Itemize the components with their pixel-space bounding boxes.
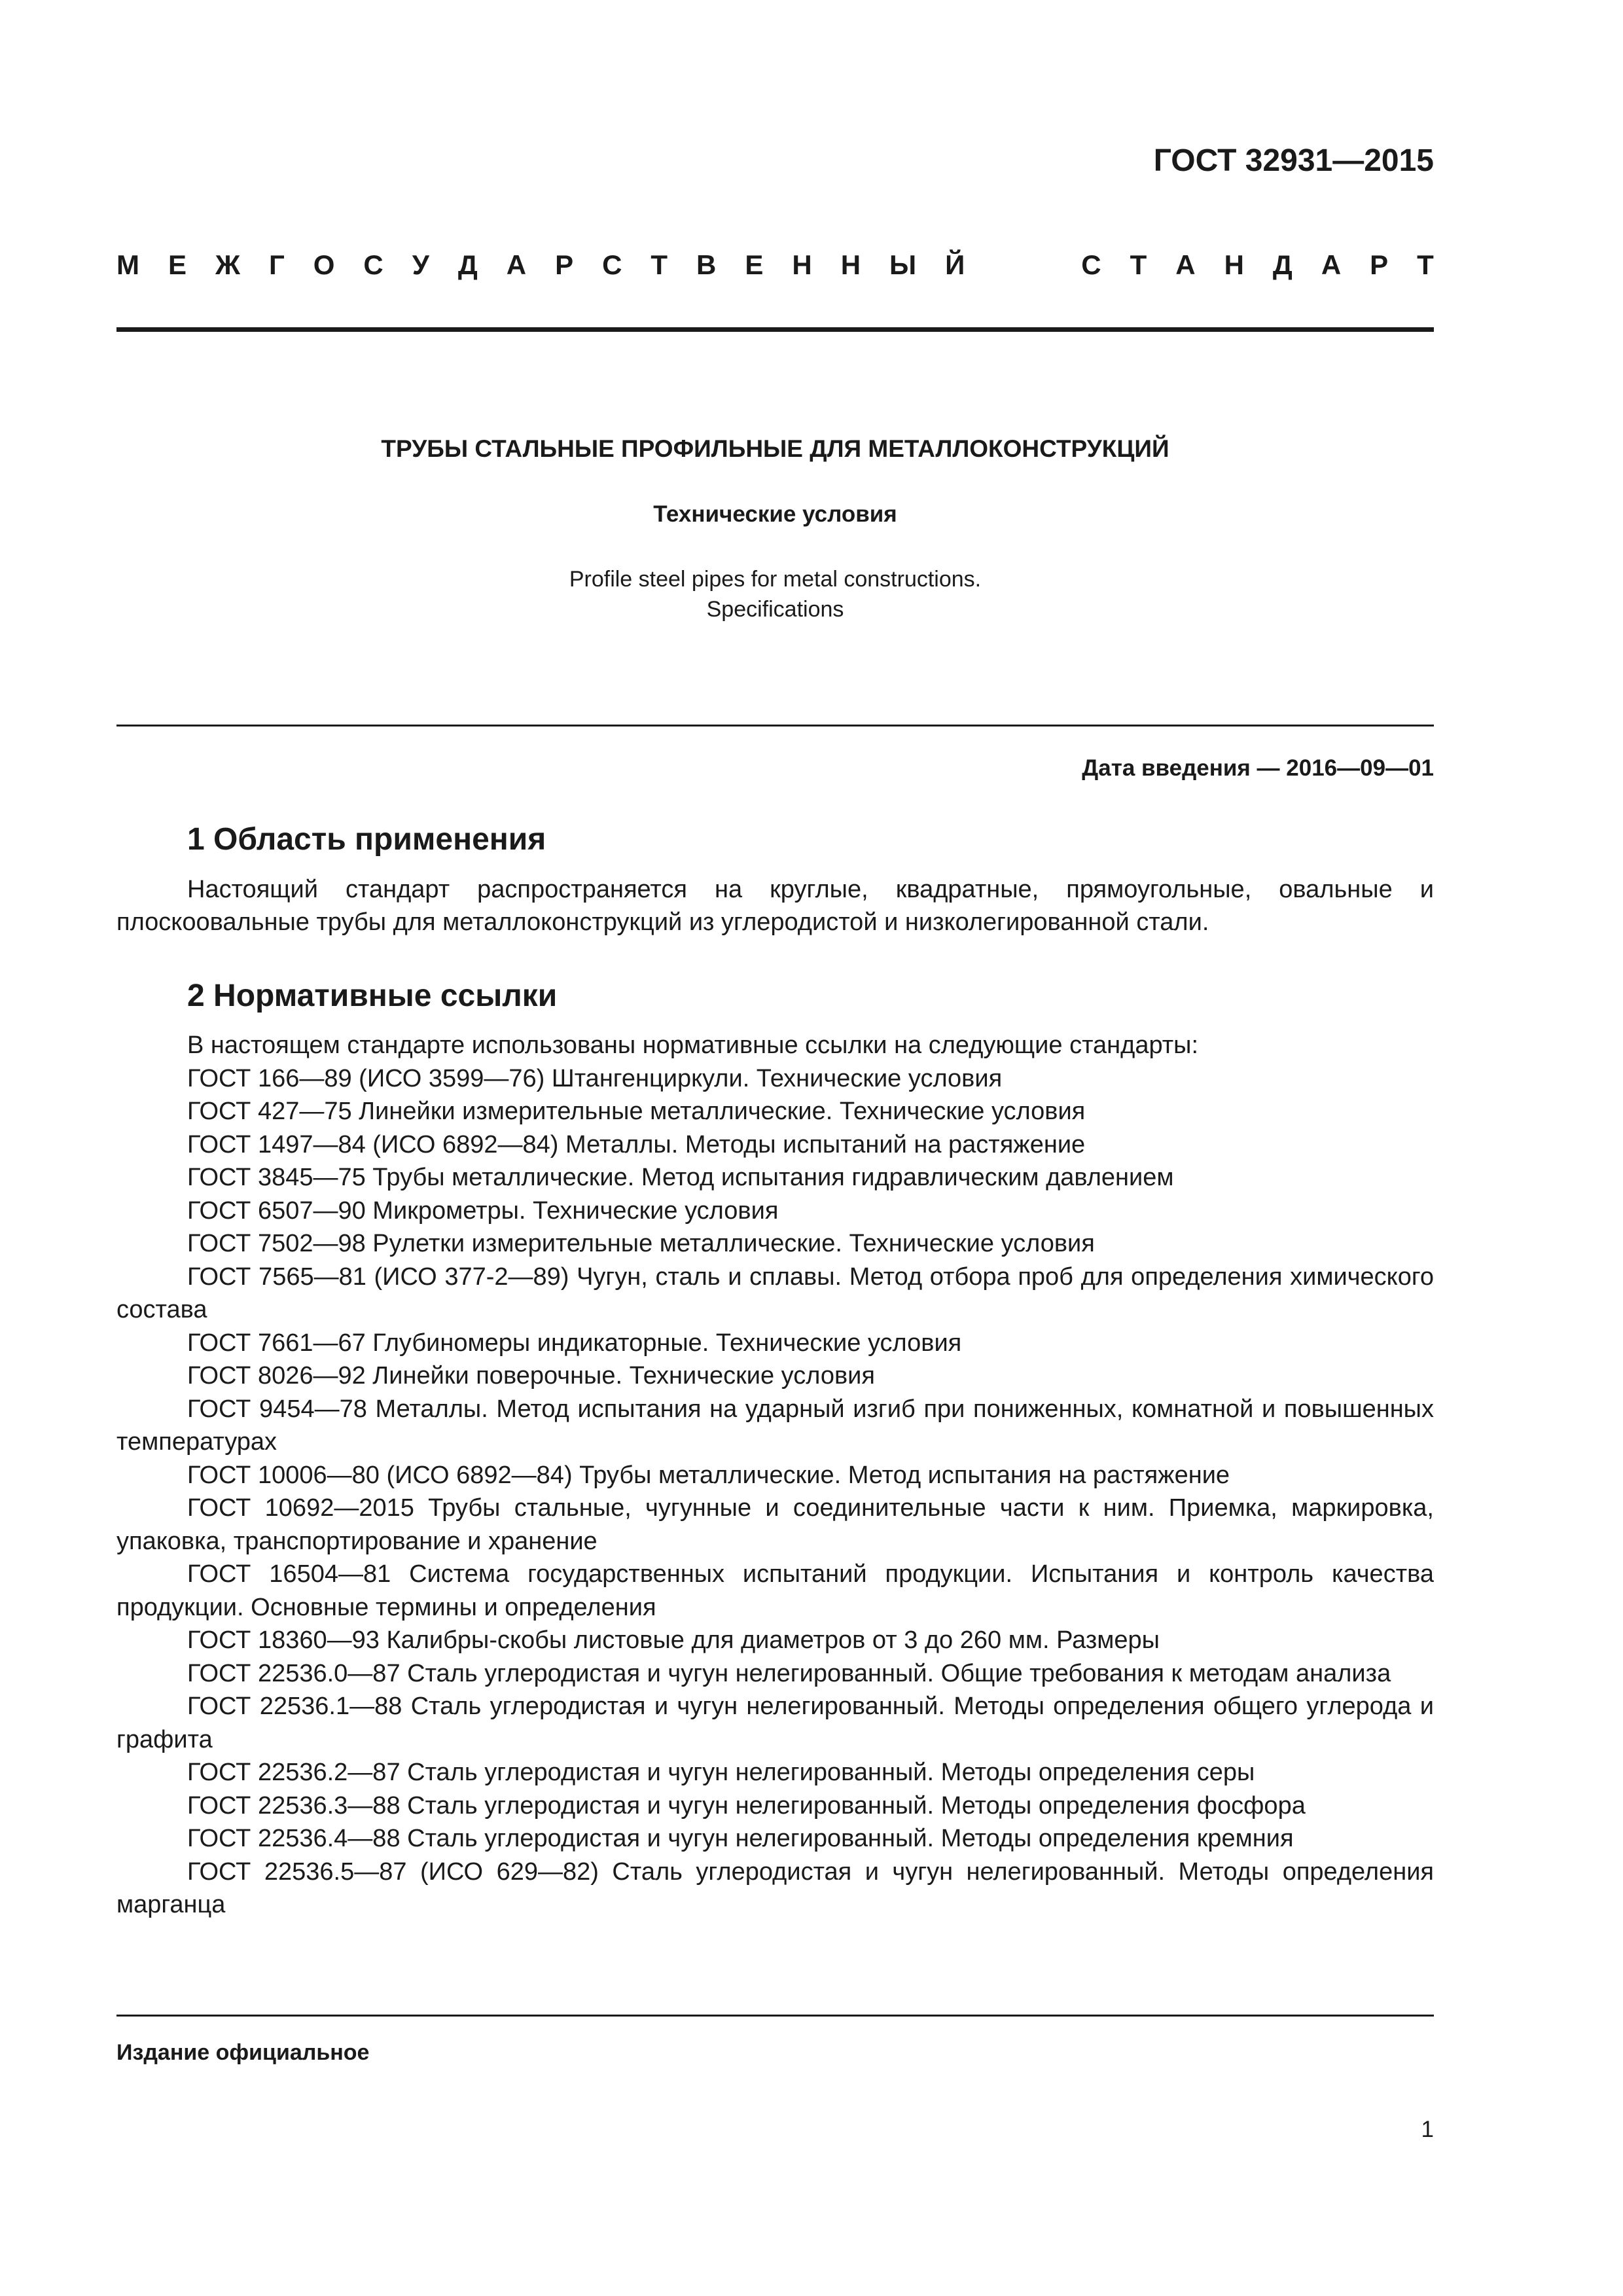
- reference-item: ГОСТ 427—75 Линейки измерительные металлические. Технические условия: [187, 1098, 1086, 1126]
- letter: Р: [1370, 249, 1389, 280]
- reference-item: ГОСТ 7565—81 (ИСО 377-2—89) Чугун, сталь и сплавы. Метод отбора проб для определения химического состава: [116, 1263, 1434, 1324]
- letter: М: [116, 249, 139, 280]
- reference-item: ГОСТ 7661—67 Глубиномеры индикаторные. Технические условия: [187, 1329, 962, 1357]
- section-1-heading: 1 Область применения: [187, 822, 546, 857]
- letter: Т: [1417, 249, 1434, 280]
- page-number: 1: [1421, 2117, 1434, 2142]
- reference-item: ГОСТ 10006—80 (ИСО 6892—84) Трубы металлические. Метод испытания на растяжение: [187, 1461, 1230, 1489]
- reference-item: ГОСТ 10692—2015 Трубы стальные, чугунные и соединительные части к ним. Приемка, маркировка, упаковка, транспортирование и хранение: [116, 1494, 1434, 1555]
- reference-item: ГОСТ 7502—98 Рулетки измерительные металлические. Технические условия: [187, 1230, 1095, 1258]
- letter: Ы: [889, 249, 917, 280]
- document-subtitle: Технические условия: [653, 501, 897, 527]
- letter: С: [363, 249, 383, 280]
- english-title-line-2: Specifications: [706, 597, 844, 622]
- english-title: [116, 564, 1434, 624]
- reference-item: ГОСТ 8026—92 Линейки поверочные. Технические условия: [187, 1362, 875, 1390]
- reference-item: ГОСТ 9454—78 Металлы. Метод испытания на ударный изгиб при пониженных, комнатной и повышенных температурах: [116, 1395, 1434, 1456]
- reference-item: ГОСТ 18360—93 Калибры-скобы листовые для диаметров от 3 до 260 мм. Размеры: [187, 1626, 1160, 1655]
- references-list: [116, 1062, 1434, 1922]
- reference-item: ГОСТ 6507—90 Микрометры. Технические условия: [187, 1196, 779, 1225]
- letter: Д: [1272, 249, 1293, 280]
- section-1-text: Настоящий стандарт распространяется на круглые, квадратные, прямоугольные, овальные и плоскоовальные трубы для металлоконструкций из углеродистой и низколегированной стали.: [116, 875, 1434, 937]
- gost-number: ГОСТ 32931—2015: [1153, 143, 1434, 178]
- english-title-line-1: Profile steel pipes for metal constructions.: [569, 567, 982, 592]
- letter: А: [506, 249, 527, 280]
- reference-item: ГОСТ 22536.2—87 Сталь углеродистая и чугун нелегированный. Методы определения серы: [187, 1759, 1255, 1787]
- letter: Н: [1224, 249, 1244, 280]
- reference-item: ГОСТ 1497—84 (ИСО 6892—84) Металлы. Методы испытаний на растяжение: [187, 1130, 1086, 1158]
- section-2-heading: 2 Нормативные ссылки: [187, 978, 558, 1013]
- letter: У: [412, 249, 429, 280]
- references-intro: В настоящем стандарте использованы нормативные ссылки на следующие стандарты:: [187, 1031, 1199, 1060]
- official-edition-label: Издание официальное: [116, 2040, 370, 2065]
- letter: Т: [1130, 249, 1147, 280]
- letter: В: [696, 249, 717, 280]
- footer-rule: [116, 2015, 1434, 2017]
- letter: С: [602, 249, 622, 280]
- reference-item: ГОСТ 16504—81 Система государственных испытаний продукции. Испытания и контроль качества продукции. Основные термины и определения: [116, 1560, 1434, 1621]
- letter: Г: [268, 249, 285, 280]
- letter: Т: [651, 249, 668, 280]
- standard-type-heading: [116, 251, 1434, 279]
- reference-item: ГОСТ 166—89 (ИСО 3599—76) Штангенциркули. Технические условия: [187, 1064, 1003, 1092]
- letter: Р: [555, 249, 574, 280]
- reference-item: ГОСТ 22536.1—88 Сталь углеродистая и чугун нелегированный. Методы определения общего углерода и графита: [116, 1693, 1434, 1753]
- reference-item: ГОСТ 22536.4—88 Сталь углеродистая и чугун нелегированный. Методы определения кремния: [187, 1825, 1294, 1853]
- letter: С: [1081, 249, 1101, 280]
- letter: Д: [457, 249, 478, 280]
- letter: А: [1175, 249, 1196, 280]
- title-rule: [116, 725, 1434, 726]
- reference-item: ГОСТ 22536.3—88 Сталь углеродистая и чугун нелегированный. Методы определения фосфора: [187, 1791, 1306, 1820]
- reference-item: ГОСТ 22536.5—87 (ИСО 629—82) Сталь углеродистая и чугун нелегированный. Методы определения марганца: [116, 1857, 1434, 1919]
- letter: Н: [840, 249, 861, 280]
- letter: Ж: [215, 249, 240, 280]
- letter: А: [1321, 249, 1342, 280]
- letter: Й: [945, 249, 965, 280]
- header-rule: [116, 327, 1434, 332]
- introduction-date: Дата введения — 2016—09—01: [1082, 755, 1434, 781]
- document-title: ТРУБЫ СТАЛЬНЫЕ ПРОФИЛЬНЫЕ ДЛЯ МЕТАЛЛОКОНСТРУКЦИЙ: [381, 435, 1169, 462]
- letter: Е: [745, 249, 764, 280]
- letter: Е: [168, 249, 187, 280]
- document-body: [116, 821, 1434, 1922]
- reference-item: ГОСТ 22536.0—87 Сталь углеродистая и чугун нелегированный. Общие требования к методам анализа: [187, 1659, 1391, 1687]
- letter: Н: [792, 249, 812, 280]
- reference-item: ГОСТ 3845—75 Трубы металлические. Метод испытания гидравлическим давлением: [187, 1164, 1174, 1192]
- letter: О: [313, 249, 335, 280]
